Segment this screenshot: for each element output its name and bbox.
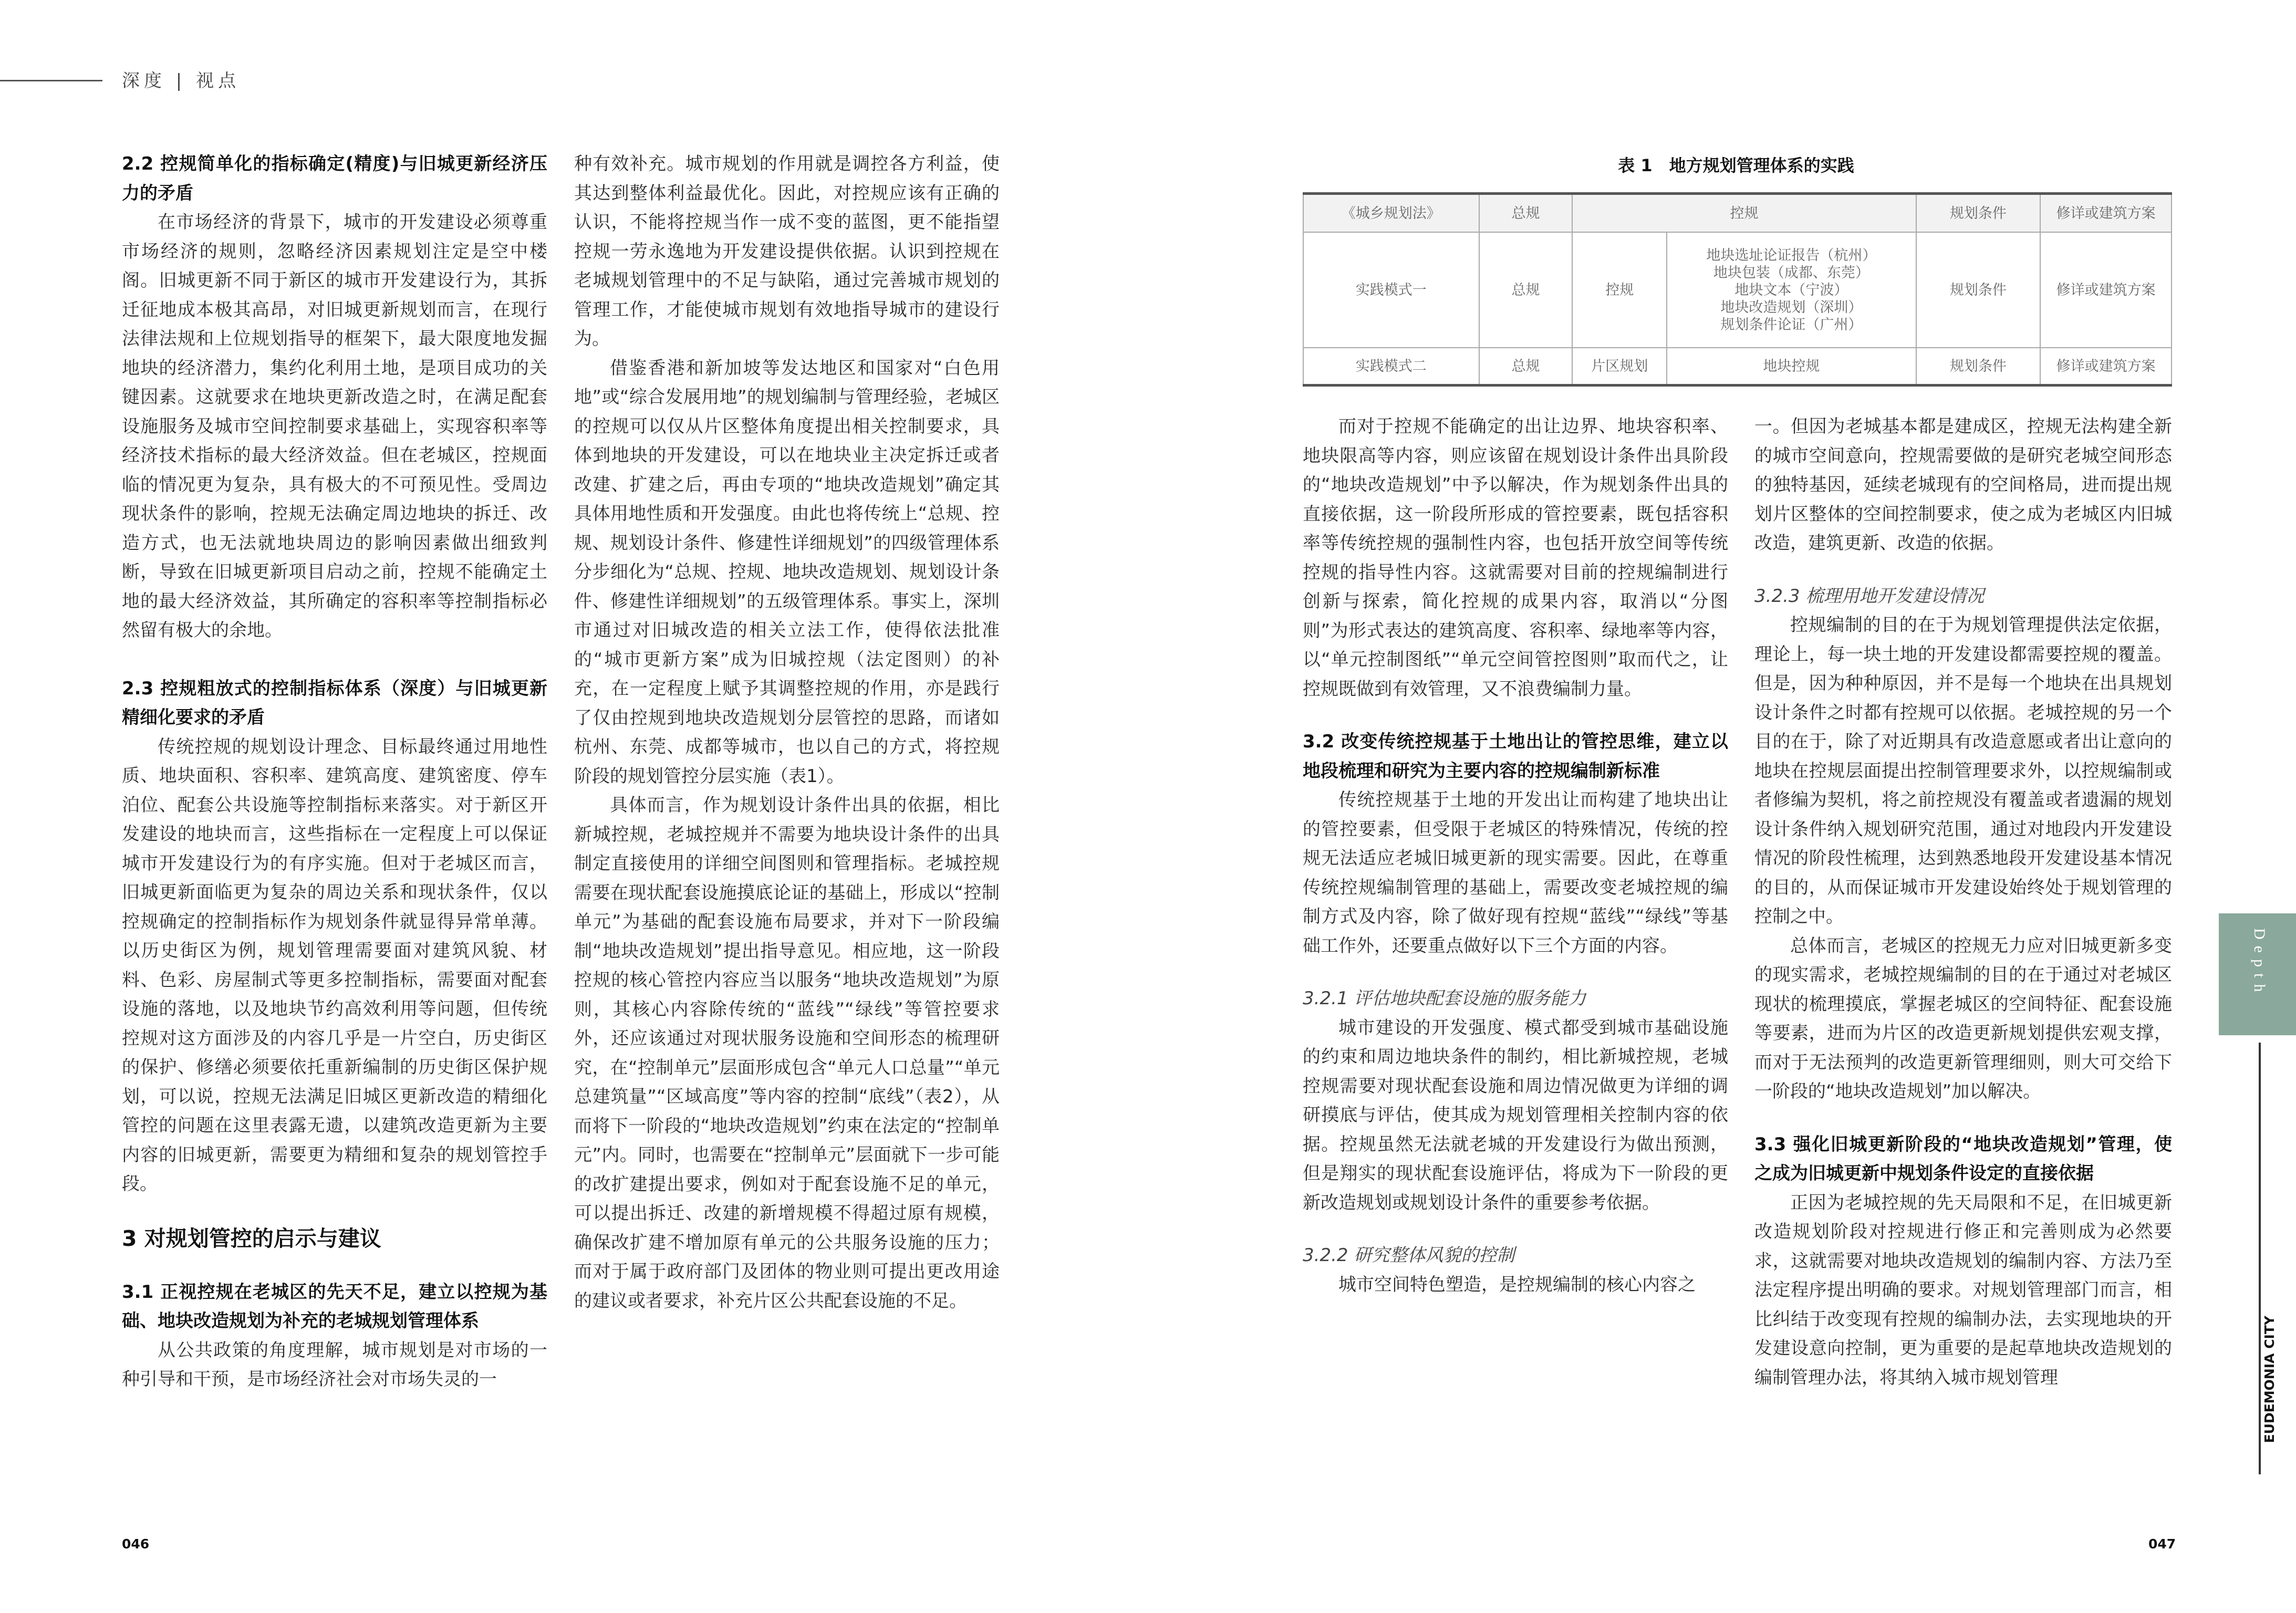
cell-line: 地块包装（成都、东莞）	[1713, 264, 1869, 281]
practice-table	[1303, 192, 2172, 387]
heading-3-1: 3.1 正视控规在老城区的先天不足，建立以控规为基础、地块改造规划为补充的老城规划管理体系	[122, 1281, 547, 1331]
table-cell: 总规	[1479, 232, 1573, 348]
side-brand: EUDEMONIA CITY	[2262, 1316, 2277, 1443]
heading-2-3: 2.3 控规粗放式的控制指标体系（深度）与旧城更新精细化要求的矛盾	[122, 678, 547, 728]
paragraph: 具体而言，作为规划设计条件出具的依据，相比新城控规，老城控规并不需要为地块设计条件的出具制定直接使用的详细空间图则和管理指标。老城控规需要在现状配套设施摸底论证的基础上，形成以“控制单元”为基础的配套设施布局要求，并对下一阶段编制“地块改造规划”提出指导意见。相应地，这一阶段控规的核心管控内容应当以服务“地块改造规划”为原则，其核心内容除传统的“蓝线”“绿线”等管控要求外，还应该通过对现状服务设施和空间形态的梳理研究，在“控制单元”层面形成包含“单元人口总量”“单元总建筑量”“区域高度”等内容的控制“底线”（表2），从而将下一阶段的“地块改造规划”约束在法定的“控制单元”内。同时，也需要在“控制单元”层面就下一步可能的改扩建提出要求，例如对于配套设施不足的单元，可以提出拆迁、改建的新增规模不得超过原有规模，确保改扩建不增加原有单元的公共服务设施的压力；而对于属于政府部门及团体的物业则可提出更改用途的建议或者要求，补充片区公共配套设施的不足。	[574, 795, 1000, 1312]
table-cell: 规划条件	[1916, 194, 2041, 233]
table-title: 表 1 地方规划管理体系的实践	[1618, 155, 1854, 175]
paragraph: 城市建设的开发强度、模式都受到城市基础设施的约束和周边地块条件的制约，相比新城控规，老城控规需要对现状配套设施和周边情况做更为详细的调研摸底与评估，使其成为规划管理相关控制内容的依据。控规虽然无法就老城的开发建设行为做出预测，但是翔实的现状配套设施评估，将成为下一阶段的更新改造规划或规划设计条件的重要参考依据。	[1303, 1017, 1728, 1213]
table-cell: 地块控规	[1667, 348, 1916, 386]
page-number-left: 046	[122, 1536, 150, 1552]
cell-line: 地块选址论证报告（杭州）	[1706, 247, 1877, 264]
side-tab	[2219, 913, 2296, 1035]
paragraph: 从公共政策的角度理解，城市规划是对市场的一种引导和干预，是市场经济社会对市场失灵的一	[122, 1339, 547, 1390]
column-3	[1303, 412, 1728, 1299]
table-cell: 规划条件	[1916, 348, 2041, 386]
paragraph: 而对于控规不能确定的出让边界、地块容积率、地块限高等内容，则应该留在规划设计条件出具阶段的“地块改造规划”中予以解决，作为规划条件出具的直接依据，这一阶段所形成的管控要素，既包括容积率等传统控规的强制性内容，也包括开放空间等传统控规的指导性内容。这就需要对目前的控规编制进行创新与探索，简化控规的成果内容，取消以“分图则”为形式表达的建筑高度、容积率、绿地率等内容，以“单元控制图纸”“单元空间管控图则”取而代之，让控规既做到有效管理，又不浪费编制力量。	[1303, 416, 1728, 700]
heading-3-3: 3.3 强化旧城更新阶段的“地块改造规划”管理，使之成为旧城更新中规划条件设定的直接依据	[1754, 1133, 2172, 1184]
paragraph: 传统控规基于土地的开发出让而构建了地块出让的管控要素，但受限于老城区的特殊情况，传统的控规无法适应老城旧城更新的现实需要。因此，在尊重传统控规编制管理的基础上，需要改变老城控规的编制方式及内容，除了做好现有控规“蓝线”“绿线”等基础工作外，还要重点做好以下三个方面的内容。	[1303, 789, 1728, 956]
cell-line: 规划条件论证（广州）	[1720, 316, 1863, 333]
paragraph: 城市空间特色塑造，是控规编制的核心内容之	[1338, 1274, 1696, 1295]
table-cell: 控规	[1572, 194, 1916, 233]
cell-line: 地块改造规划（深圳）	[1720, 299, 1863, 316]
column-2	[574, 150, 1000, 1316]
paragraph: 在市场经济的背景下，城市的开发建设必须尊重市场经济的规则，忽略经济因素规划注定是空中楼阁。旧城更新不同于新区的城市开发建设行为，其拆迁征地成本极其高昂，对旧城更新规划而言，在现行法律法规和上位规划指导的框架下，最大限度地发掘地块的经济潜力，集约化利用土地，是项目成功的关键因素。这就要求在地块更新改造之时，在满足配套设施服务及城市空间控制要求基础上，实现容积率等经济技术指标的最大经济效益。但在老城区，控规面临的情况更为复杂，具有极大的不可预见性。受周边现状条件的影响，控规无法确定周边地块的拆迁、改造方式，也无法就地块周边的影响因素做出细致判断，导致在旧城更新项目启动之前，控规不能确定土地的最大经济效益，其所确定的容积率等控制指标必然留有极大的余地。	[122, 212, 547, 641]
table-header-row	[1303, 194, 2172, 233]
paragraph: 总体而言，老城区的控规无力应对旧城更新多变的现实需求，老城控规编制的目的在于通过对老城区现状的梳理摸底，掌握老城区的空间特征、配套设施等要素，进而为片区的改造更新规划提供宏观支撑，而对于无法预判的改造更新管理细则，则大可交给下一阶段的“地块改造规划”加以解决。	[1754, 935, 2172, 1102]
heading-3: 3 对规划管控的启示与建议	[122, 1225, 381, 1251]
table-cell: 控规	[1572, 232, 1667, 348]
heading-2-2: 2.2 控规简单化的指标确定(精度)与旧城更新经济压力的矛盾	[122, 153, 547, 204]
table-cell: 《城乡规划法》	[1303, 194, 1479, 233]
side-rule	[2259, 1043, 2261, 1474]
table-cell: 修详或建筑方案	[2040, 232, 2172, 348]
paragraph: 正因为老城控规的先天局限和不足，在旧城更新改造规划阶段对控规进行修正和完善则成为必然要求，这就需要对地块改造规划的编制内容、方法乃至法定程序提出明确的要求。对规划管理部门而言，相比纠结于改变现有控规的编制办法，去实现地块的开发建设意向控制，更为重要的是起草地块改造规划的编制管理办法，将其纳入城市规划管理	[1754, 1192, 2172, 1388]
header-rule	[0, 80, 102, 81]
heading-3-2: 3.2 改变传统控规基于土地出让的管控思维，建立以地段梳理和研究为主要内容的控规编制新标准	[1303, 731, 1728, 782]
paragraph: 一。但因为老城基本都是建成区，控规无法构建全新的城市空间意向，控规需要做的是研究老城空间形态的独特基因，延续老城现有的空间格局，进而提出规划片区整体的空间控制要求，使之成为老城区内旧城改造，建筑更新、改造的依据。	[1754, 416, 2172, 554]
cell-line: 地块文本（宁波）	[1734, 282, 1848, 298]
heading-3-2-1: 3.2.1 评估地块配套设施的服务能力	[1303, 988, 1586, 1009]
table-cell: 总规	[1479, 194, 1573, 233]
table-cell: 规划条件	[1916, 232, 2041, 348]
table-cell: 修详或建筑方案	[2040, 194, 2172, 233]
page-number-right: 047	[2148, 1536, 2176, 1552]
table-row	[1303, 232, 2172, 348]
paragraph: 种有效补充。城市规划的作用就是调控各方利益，使其达到整体利益最优化。因此，对控规应该有正确的认识，不能将控规当作一成不变的蓝图，更不能指望控规一劳永逸地为开发建设提供依据。认识到控规在老城规划管理中的不足与缺陷，通过完善城市规划的管理工作，才能使城市规划有效地指导城市的建设行为。	[574, 153, 1000, 349]
table-cell: 实践模式一	[1303, 232, 1479, 348]
table-cell-multiline	[1667, 232, 1916, 348]
section-header: 深度 | 视点	[122, 70, 241, 91]
table-row	[1303, 348, 2172, 386]
paragraph: 传统控规的规划设计理念、目标最终通过用地性质、地块面积、容积率、建筑高度、建筑密度、停车泊位、配套公共设施等控制指标来落实。对于新区开发建设的地块而言，这些指标在一定程度上可以保证城市开发建设行为的有序实施。但对于老城区而言，旧城更新面临更为复杂的周边关系和现状条件，仅以控规确定的控制指标作为规划条件就显得异常单薄。以历史街区为例，规划管理需要面对建筑风貌、材料、色彩、房屋制式等更多控制指标，需要面对配套设施的落地，以及地块节约高效利用等问题，但传统控规对这方面涉及的内容几乎是一片空白，历史街区的保护、修缮必须要依托重新编制的历史街区保护规划，可以说，控规无法满足旧城区更新改造的精细化管控的问题在这里表露无遗，以建筑改造更新为主要内容的旧城更新，需要更为精细和复杂的规划管控手段。	[122, 736, 547, 1194]
heading-3-2-2: 3.2.2 研究整体风貌的控制	[1303, 1245, 1515, 1266]
table-cell: 修详或建筑方案	[2040, 348, 2172, 386]
table-cell: 实践模式二	[1303, 348, 1479, 386]
table-cell: 片区规划	[1572, 348, 1667, 386]
table-cell: 总规	[1479, 348, 1573, 386]
paragraph: 借鉴香港和新加坡等发达地区和国家对“白色用地”或“综合发展用地”的规划编制与管理经验，老城区的控规可以仅从片区整体角度提出相关控制要求，具体到地块的开发建设，可以在地块业主决定拆迁或者改建、扩建之后，再由专项的“地块改造规划”确定其具体用地性质和开发强度。由此也将传统上“总规、控规、规划设计条件、修建性详细规划”的四级管理体系分步细化为“总规、控规、地块改造规划、规划设计条件、修建性详细规划”的五级管理体系。事实上，深圳市通过对旧城改造的相关立法工作，使得依法批准的“城市更新方案”成为旧城控规（法定图则）的补充，在一定程度上赋予其调整控规的作用，亦是践行了仅由控规到地块改造规划分层管控的思路，而诸如杭州、东莞、成都等城市，也以自己的方式，将控规阶段的规划管控分层实施（表1）。	[574, 357, 1000, 787]
paragraph: 控规编制的目的在于为规划管理提供法定依据，理论上，每一块土地的开发建设都需要控规的覆盖。但是，因为种种原因，并不是每一个地块在出具规划设计条件之时都有控规可以依据。老城控规的另一个目的在于，除了对近期具有改造意愿或者出让意向的地块在控规层面提出控制管理要求外，以控规编制或者修编为契机，将之前控规没有覆盖或者遗漏的规划设计条件纳入规划研究范围，通过对地段内开发建设情况的阶段性梳理，达到熟悉地段开发建设基本情况的目的，从而保证城市开发建设始终处于规划管理的控制之中。	[1754, 615, 2172, 927]
column-1	[122, 150, 547, 1395]
column-4	[1754, 412, 2172, 1392]
side-tab-label: Depth	[2251, 928, 2268, 998]
heading-3-2-3: 3.2.3 梳理用地开发建设情况	[1754, 585, 1985, 607]
